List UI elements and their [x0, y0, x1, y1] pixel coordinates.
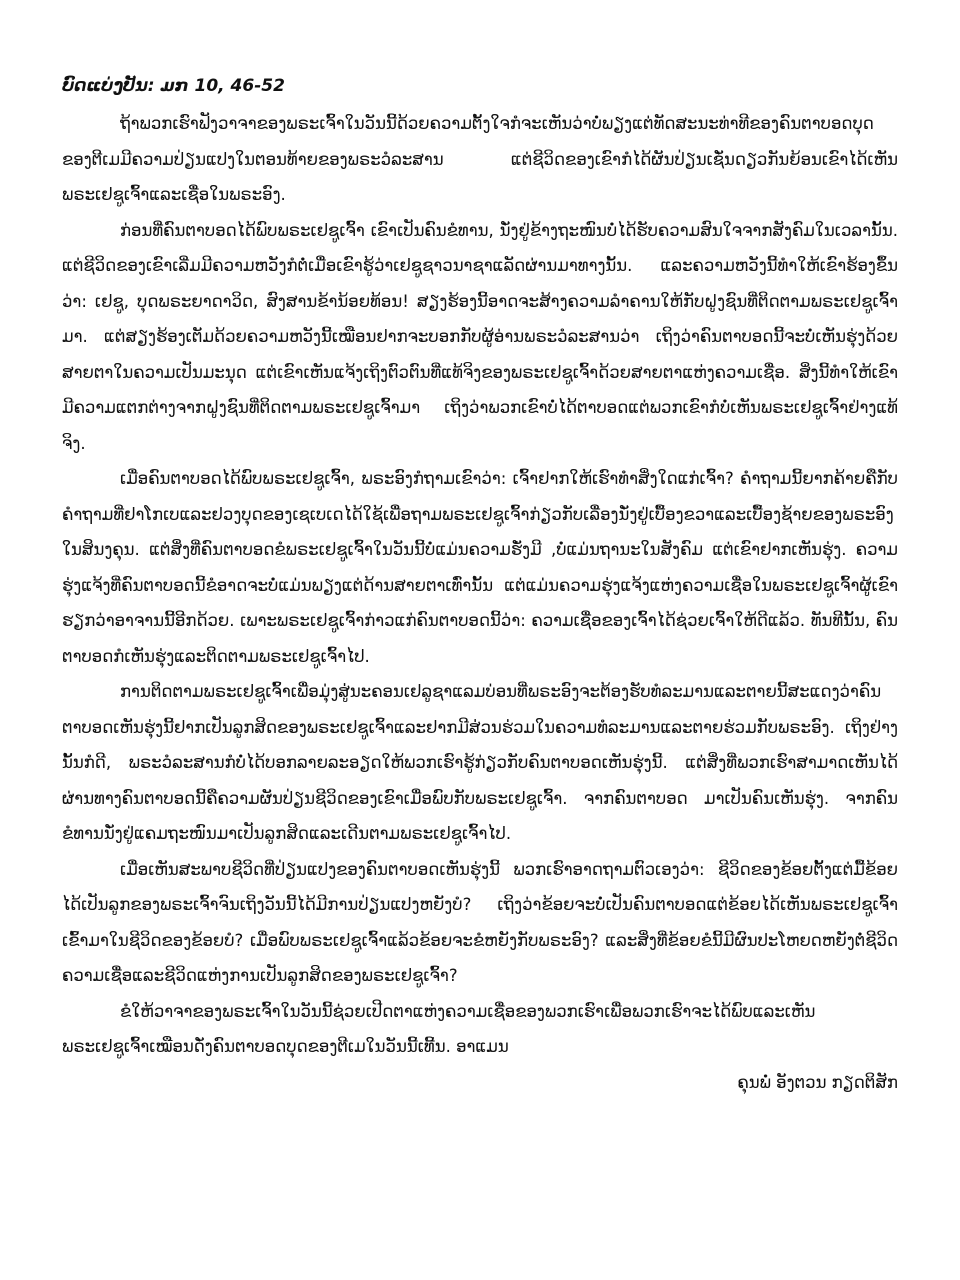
paragraph-4: ການຕິດຕາມພຣະເຢຊູເຈົ້າເພື່ອມຸ່ງສູ່ນະຄອນເຢລູຊາແລມບ່ອນທີ່ພຣະອົງຈະຕ້ອງຮັບທໍລະມານແລະຕາຍນີ້ສະແດງວ່າຄົນຕາບອດເຫັນຮຸ່ງນີ້ຢາກເປັນລູກສິດຂອງພຣະເຢຊູເຈົ້າແລະຢາກມີສ່ວນຮ່ວມໃນຄວາມທໍລະມານແລະຕາຍຮ່ວມກັບພຣະອົງ. ເຖິງຢ່າງນັ້ນກໍດີ, ພຣະວໍລະສານກໍບໍ່ໄດ້ບອກລາຍລະອຽດໃຫ້ພວກເຮົາຮູ້ກ່ຽວກັບຄົນຕາບອດເຫັນຮຸ່ງນີ້. ແຕ່ສິ່ງທີ່ພວກເຮົາສາມາດເຫັນໄດ້ຜ່ານທາງຄົນຕາບອດນີ້ຄືຄວາມຜັນປ່ຽນຊີວິດຂອງເຂົາເມື່ອພົບກັບພຣະເຢຊູເຈົ້າ. ຈາກຄົນຕາບອດ ມາເປັນຄົນເຫັນຮຸ່ງ. ຈາກຄົນຂໍທານນັ່ງຢູ່ແຄມຖະໜົນມາເປັນລູກສິດແລະເດີນຕາມພຣະເຢຊູເຈົ້າໄປ.	[62, 682, 898, 843]
document-title: ບົດແບ່ງປັນ: ມກ 10, 46-52	[62, 76, 285, 96]
author-signature: ຄຸນພໍ່ ອັງຕວນ ກຽດຕິສັກ	[737, 1072, 898, 1092]
paragraph-2: ກ່ອນທີ່ຄົນຕາບອດໄດ້ພົບພຣະເຢຊູເຈົ້າ ເຂົາເປັນຄົນຂໍທານ, ນັ່ງຢູ່ຂ້າງຖະໜົນບໍ່ໄດ້ຮັບຄວາມສົນໃຈຈາກສັງຄົມໃນເວລານັ້ນ. ແຕ່ຊີວິດຂອງເຂົາເລີ່ມມີຄວາມຫວັງກໍຕໍ່ເມື່ອເຂົາຮູ້ວ່າເຢຊູຊາວນາຊາແລັດຜ່ານມາທາງນັ້ນ. ແລະຄວາມຫວັງນີ້ທຳໃຫ້ເຂົາຮ້ອງຂຶ້ນວ່າ: ເຢຊູ, ບຸດພຣະຍາດາວິດ, ສົງສານຂ້ານ້ອຍທ້ອນ! ສຽງຮ້ອງນີ້ອາດຈະສ້າງຄວາມລຳຄານໃຫ້ກັບຝູງຊົນທີ່ຕິດຕາມພຣະເຢຊູເຈົ້າມາ. ແຕ່ສຽງຮ້ອງເຕັມດ້ວຍຄວາມຫວັງນີ້ເໝືອນຢາກຈະບອກກັບຜູ້ອ່ານພຣະວໍລະສານວ່າ ເຖິງວ່າຄົນຕາບອດນີ້ຈະບໍ່ເຫັນຮຸ່ງດ້ວຍສາຍຕາໃນຄວາມເປັນມະນຸດ ແຕ່ເຂົາເຫັນແຈ້ງເຖິງຕົວຕົນທີ່ແທ້ຈິງຂອງພຣະເຢຊູເຈົ້າດ້ວຍສາຍຕາແຫ່ງຄວາມເຊື່ອ. ສິ່ງນີ້ທຳໃຫ້ເຂົາມີຄວາມແຕກຕ່າງຈາກຝູງຊົນທີ່ຕິດຕາມພຣະເຢຊູເຈົ້າມາ ເຖິງວ່າພວກເຂົາບໍ່ໄດ້ຕາບອດແຕ່ພວກເຂົາກໍບໍ່ເຫັນພຣະເຢຊູເຈົ້າຢ່າງແທ້ຈິງ.	[62, 220, 898, 453]
paragraph-6: ຂໍໃຫ້ວາຈາຂອງພຣະເຈົ້າໃນວັນນີ້ຊ່ວຍເປີດຕາແຫ່ງຄວາມເຊື່ອຂອງພວກເຮົາເພື່ອພວກເຮົາຈະໄດ້ພົບແລະເຫັນພຣະເຢຊູເຈົ້າເໝືອນດັ່ງຄົນຕາບອດບຸດຂອງຕີເມໃນວັນນີ້ເທີ້ນ. ອາແມນ	[62, 1001, 816, 1056]
paragraph-5: ເມື່ອເຫັນສະພາບຊີວິດທີ່ປ່ຽນແປງຂອງຄົນຕາບອດເຫັນຮຸ່ງນີ້ ພວກເຮົາອາດຖາມຕົວເອງວ່າ: ຊີວິດຂອງຂ້ອຍຕັ້ງແຕ່ມື້ຂ້ອຍໄດ້ເປັນລູກຂອງພຣະເຈົ້າຈົນເຖິງວັນນີ້ໄດ້ມີການປ່ຽນແປງຫຍັງບໍ? ເຖິງວ່າຂ້ອຍຈະບໍ່ເປັນຄົນຕາບອດແຕ່ຂ້ອຍໄດ້ເຫັນພຣະເຢຊູເຈົ້າເຂົ້າມາໃນຊີວິດຂອງຂ້ອຍບໍ? ເມື່ອພົບພຣະເຢຊູເຈົ້າແລ້ວຂ້ອຍຈະຂໍຫຍັງກັບພຣະອົງ? ແລະສິ່ງທີ່ຂ້ອຍຂໍນີ້ມີຜົນປະໂຫຍດຫຍັງຕໍ່ຊີວິດຄວາມເຊື່ອແລະຊີວິດແຫ່ງການເປັນລູກສິດຂອງພຣະເຢຊູເຈົ້າ?	[62, 859, 898, 985]
paragraph-1: ຖ້າພວກເຮົາຟັງວາຈາຂອງພຣະເຈົ້າໃນວັນນີ້ດ້ວຍຄວາມຕັ້ງໃຈກໍຈະເຫັນວ່າບໍ່ພຽງແຕ່ທັດສະນະທ່າທີຂອງຄົນຕາບອດບຸດຂອງຕີເມມີຄວາມປ່ຽນແປງໃນຕອນທ້າຍຂອງພຣະວໍລະສານ ແຕ່ຊີວິດຂອງເຂົາກໍໄດ້ຜັນປ່ຽນເຊັ່ນດຽວກັນຍ້ອນເຂົາໄດ້ເຫັນພຣະເຢຊູເຈົ້າແລະເຊື່ອໃນພຣະອົງ.	[62, 114, 898, 204]
paragraph-3: ເມື່ອຄົນຕາບອດໄດ້ພົບພຣະເຢຊູເຈົ້າ, ພຣະອົງກໍຖາມເຂົາວ່າ: ເຈົ້າຢາກໃຫ້ເຮົາທຳສິ່ງໃດແກ່ເຈົ້າ? ຄຳຖາມນີ້ຍາກຄ້າຍຄືກັບຄຳຖາມທີ່ຢາໂກເບແລະຢວງບຸດຂອງເຊເບເດໄດ້ໃຊ້ເພື່ອຖາມພຣະເຢຊູເຈົ້າກ່ຽວກັບເລື່ອງນັ່ງຢູ່ເບື້ອງຂວາແລະເບື້ອງຊ້າຍຂອງພຣະອົງໃນສິນງຄຸນ. ແຕ່ສິ່ງທີ່ຄົນຕາບອດຂໍພຣະເຢຊູເຈົ້າໃນວັນນີ້ບໍ່ແມ່ນຄວາມຮັ່ງມີ ,ບໍ່ແມ່ນຖານະໃນສັງຄົມ ແຕ່ເຂົາຢາກເຫັນຮຸ່ງ. ຄວາມຮຸ່ງແຈ້ງທີ່ຄົນຕາບອດນີ້ຂໍອາດຈະບໍ່ແມ່ນພຽງແຕ່ດ້ານສາຍຕາເທົ່ານັ້ນ ແຕ່ແມ່ນຄວາມຮຸ່ງແຈ້ງແຫ່ງຄວາມເຊື່ອໃນພຣະເຢຊູເຈົ້າຜູ້ເຂົາຮຽກວ່າອາຈານນີ້ອີກດ້ວຍ. ເພາະພຣະເຢຊູເຈົ້າກ່າວແກ່ຄົນຕາບອດນີ້ວ່າ: ຄວາມເຊື່ອຂອງເຈົ້າໄດ້ຊ່ວຍເຈົ້າໃຫ້ດີແລ້ວ. ທັນທີນັ້ນ, ຄົນຕາບອດກໍເຫັນຮຸ່ງແລະຕິດຕາມພຣະເຢຊູເຈົ້າໄປ.	[62, 469, 898, 666]
document-page	[62, 72, 898, 1100]
